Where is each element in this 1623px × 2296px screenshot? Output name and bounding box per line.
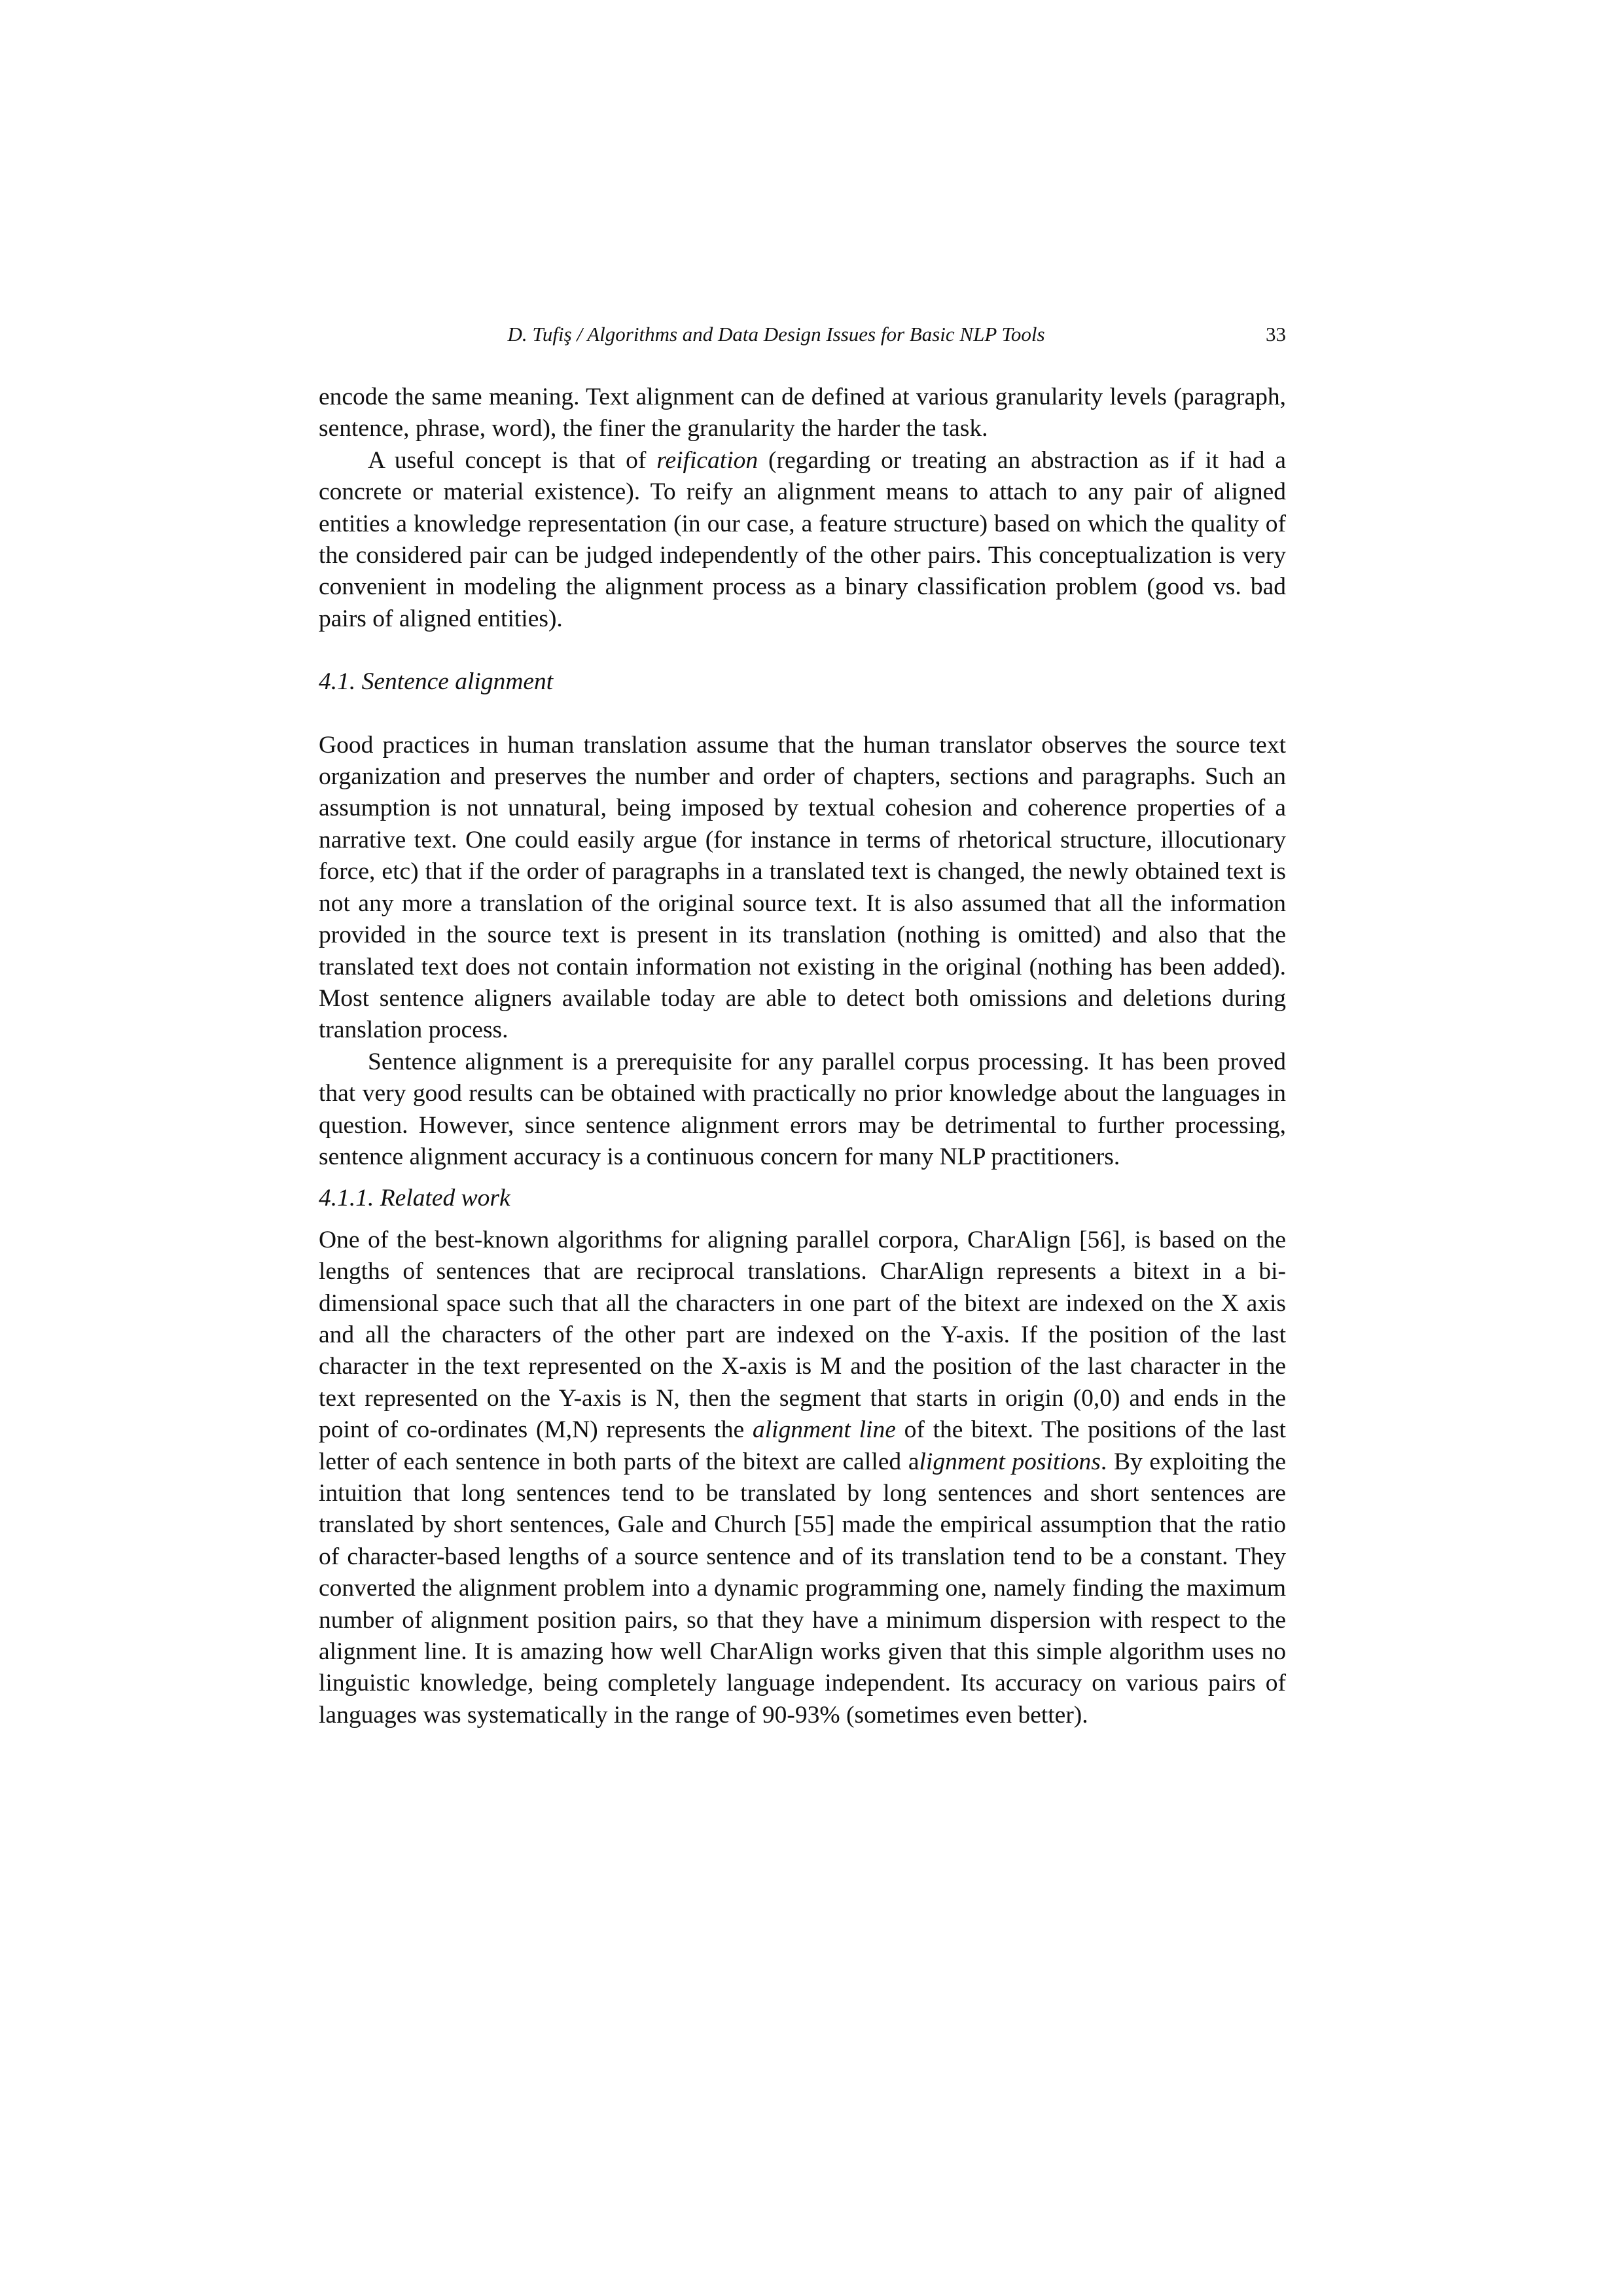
term-reification: reification [656,446,758,474]
page-number: 33 [1266,323,1286,346]
spacer [319,635,1286,666]
page-body [319,382,1286,1731]
section-heading-4-1-1: 4.1.1. Related work [319,1185,510,1212]
intro-p2-after: (regarding or treating an abstraction as if it had a concrete or material existence). To reify an alignment means to attach to any pair of aligned entities a knowledge representation (in our case, a feature structure) based on which the quality of the considered pair can be judged independently of the other pairs. This conceptualization is very convenient in modeling the alignment process as a binary classification problem (good vs. bad pairs of aligned entities). [319,446,1286,632]
spacer [319,1173,1286,1183]
intro-paragraph-2 [319,445,1286,635]
term-alignment-line: alignment line [752,1416,896,1444]
section-heading-4-1: 4.1. Sentence alignment [319,668,554,696]
section-4-1-paragraph-2: Sentence alignment is a prerequisite for any parallel corpus processing. It has been proved that very good results can be obtained with practically no prior knowledge about the languages in question. However, since sentence alignment errors may be detrimental to further processing, sentence alignment accuracy is a continuous concern for many NLP practitioners. [319,1048,1286,1170]
intro-p2-before: A useful concept is that of [368,446,657,474]
related-work-text-b: of the bitext. The positions of the last letter of each sentence in both parts of the bitext are called a [319,1416,1286,1475]
section-4-1-paragraph-1: Good practices in human translation assume that the human translator observes the source text organization and preserves the number and order of chapters, sections and paragraphs. Such an assumption is not unnatural, being imposed by textual cohesion and coherence properties of a narrative text. One could easily argue (for instance in terms of rhetorical structure, illocutionary force, etc) that if the order of paragraphs in a translated text is changed, the newly obtained text is not any more a translation of the original source text. It is also assumed that all the information provided in the source text is present in its translation (nothing is omitted) and also that the translated text does not contain information not existing in the original (nothing has been added). Most sentence aligners available today are able to detect both omissions and deletions during translation process. [319,731,1286,1044]
term-alignment-positions: lignment positions [919,1448,1101,1475]
section-4-1-1-paragraph [319,1225,1286,1732]
related-work-text-a: One of the best-known algorithms for aligning parallel corpora, CharAlign [56], is based on the lengths of sentences that are reciprocal translations. CharAlign represents a bitext in a bi-dimensional space such that all the characters in one part of the bitext are indexed on the X axis and all the characters of the other part are indexed on the Y-axis. If the position of the last character in the text represented on the X-axis is M and the position of the last character in the text represented on the Y-axis is N, then the segment that starts in origin (0,0) and ends in the point of co-ordinates (M,N) represents the [319,1226,1286,1444]
spacer [319,698,1286,730]
spacer [319,1215,1286,1225]
running-header [319,319,1286,350]
running-title: D. Tufiş / Algorithms and Data Design Issues for Basic NLP Tools [507,323,1045,346]
intro-paragraph-1: encode the same meaning. Text alignment can de defined at various granularity levels (paragraph, sentence, phrase, word), the finer the granularity the harder the task. [319,384,1286,442]
related-work-text-c: . By exploiting the intuition that long sentences tend to be translated by long sentences and short sentences are translated by short sentences, Gale and Church [55] made the empirical assumption that the ratio of character-based lengths of a source sentence and of its translation tend to be a constant. They converted the alignment problem into a dynamic programming one, namely finding the maximum number of alignment position pairs, so that they have a minimum dispersion with respect to the alignment line. It is amazing how well CharAlign works given that this simple algorithm uses no linguistic knowledge, being completely language independent. Its accuracy on various pairs of languages was systematically in the range of 90-93% (sometimes even better). [319,1448,1286,1729]
